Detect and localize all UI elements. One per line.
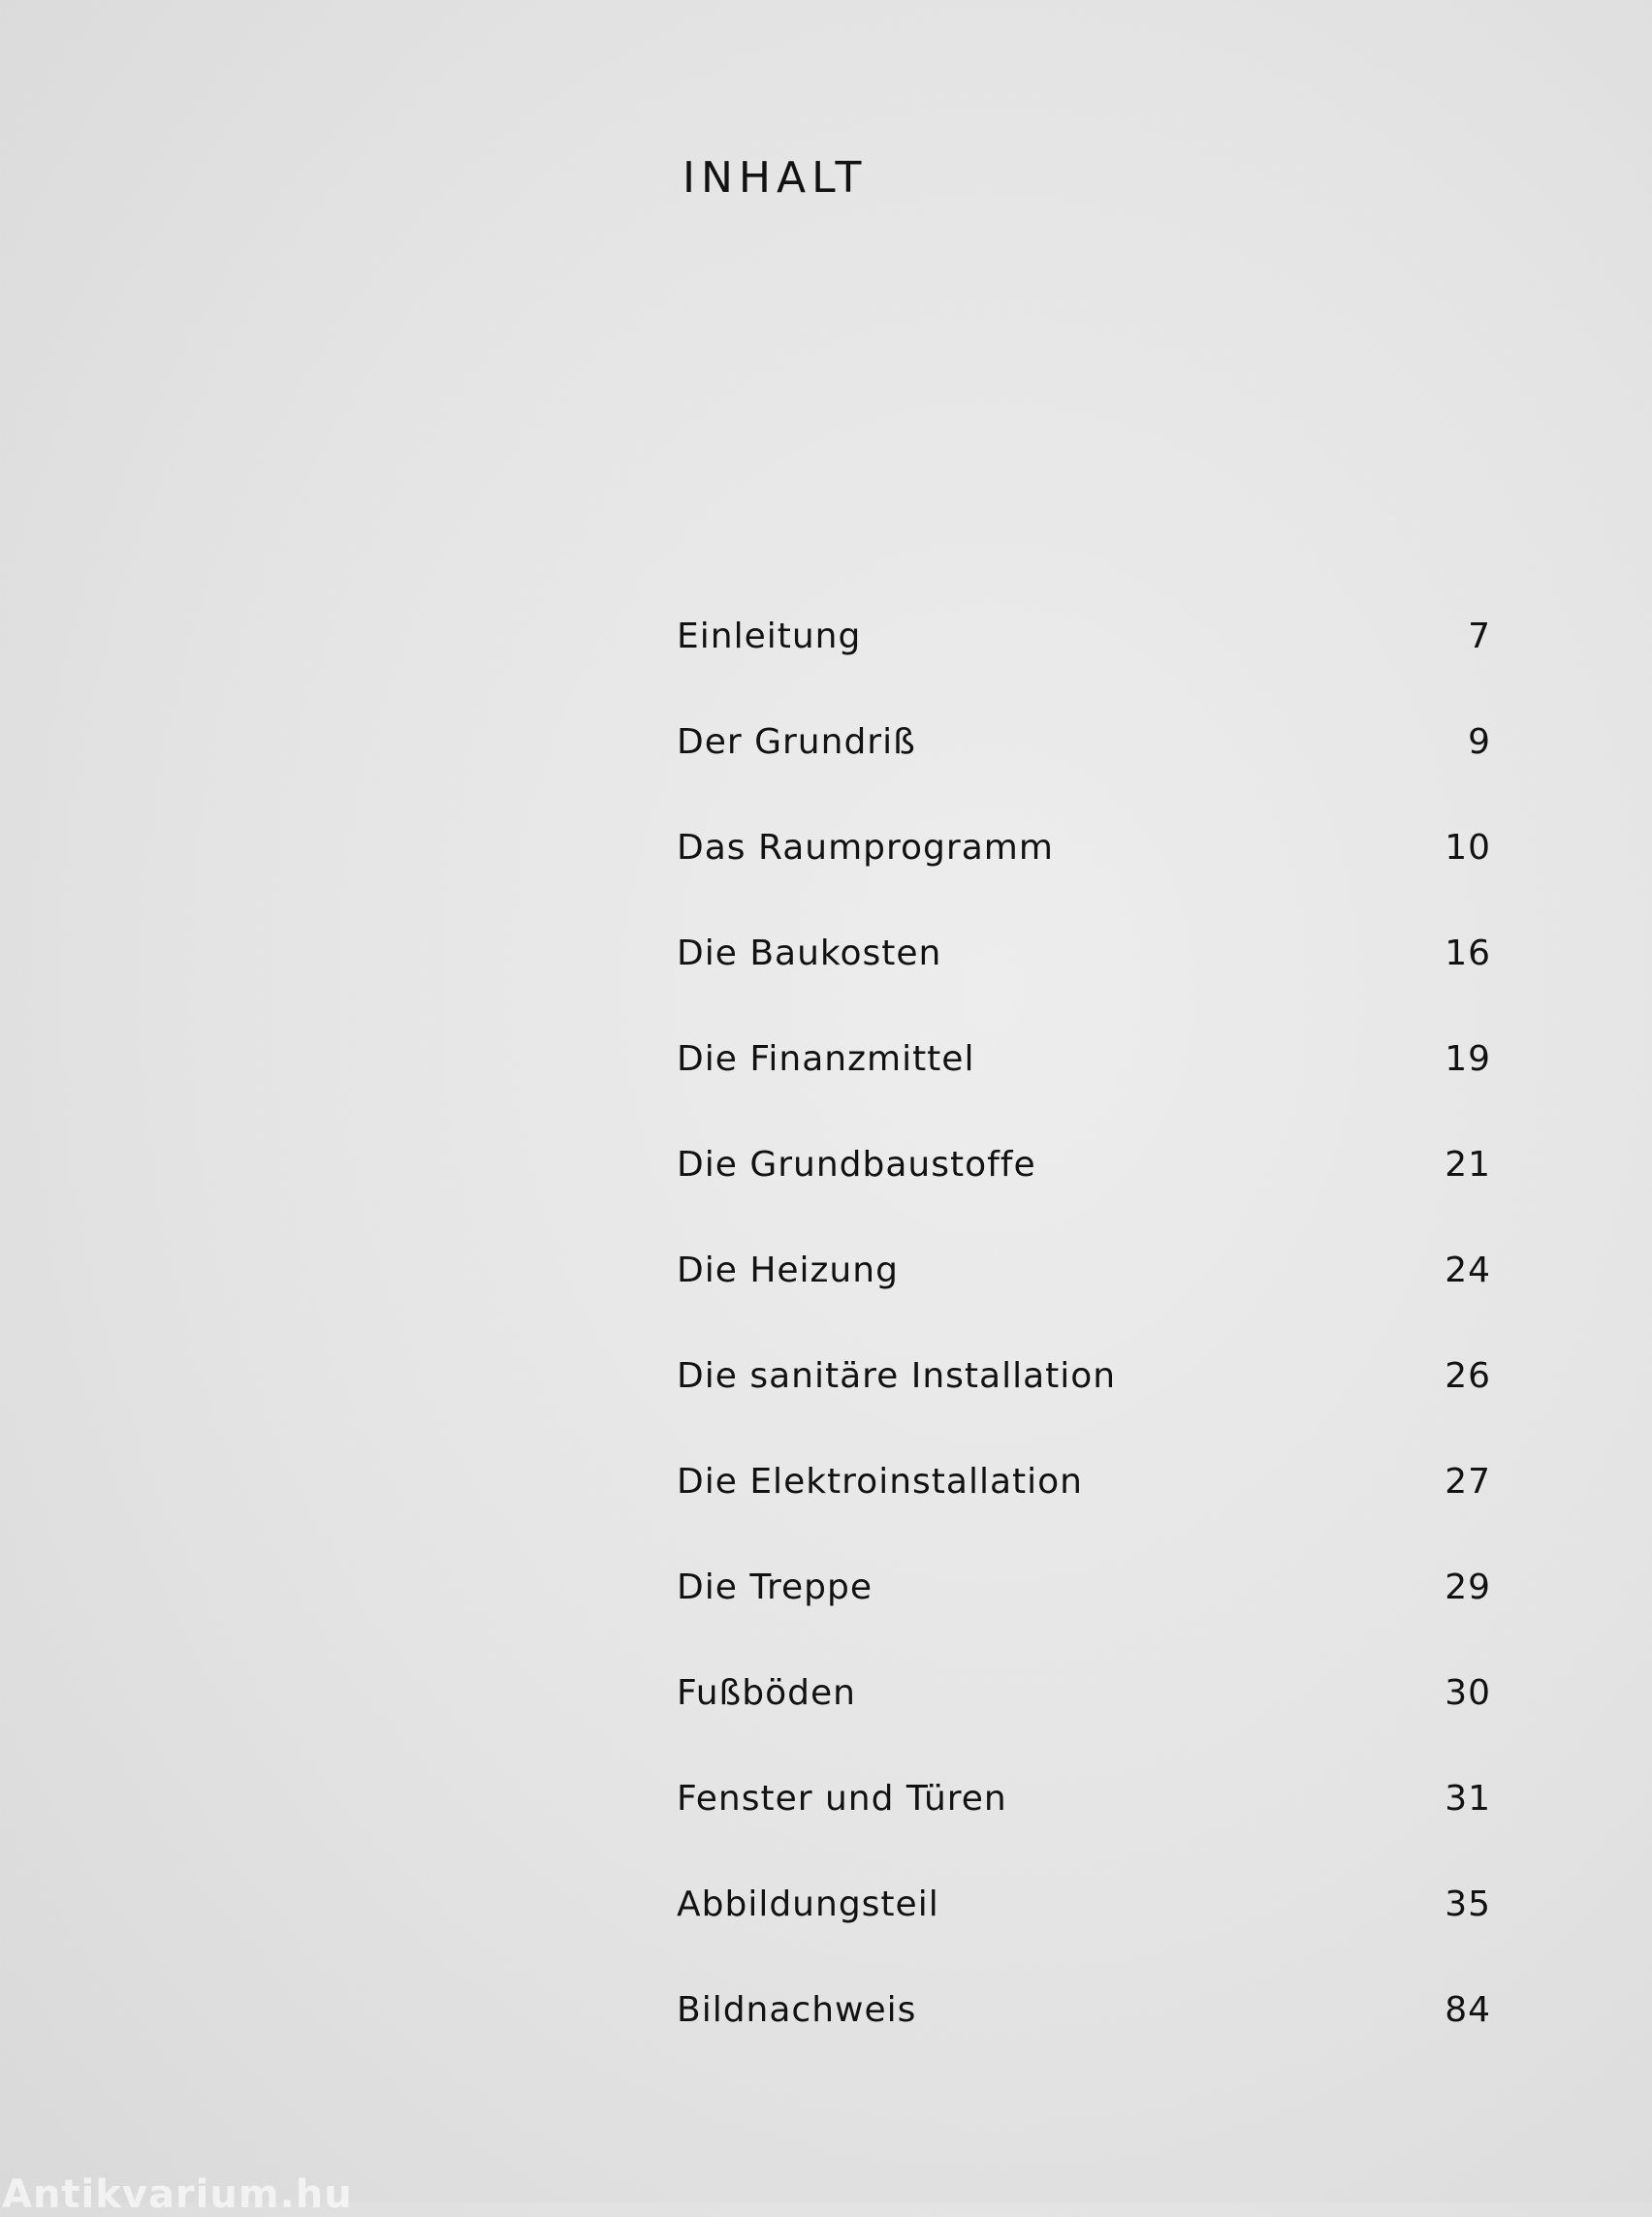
toc-entry-label: Bildnachweis — [677, 1990, 917, 2030]
toc-entry-label: Fenster und Türen — [677, 1779, 1007, 1819]
toc-entry — [677, 934, 1491, 1039]
toc-entry — [677, 1779, 1491, 1884]
toc-entry — [677, 1990, 1491, 2096]
toc-page-number: 10 — [1445, 828, 1491, 868]
toc-entry-label: Abbildungsteil — [677, 1884, 939, 1924]
toc-page-number: 27 — [1445, 1462, 1491, 1502]
toc-title: INHALT — [683, 153, 868, 203]
toc-entry — [677, 1568, 1491, 1673]
toc-page-number: 7 — [1468, 617, 1491, 656]
toc-entry — [677, 1251, 1491, 1356]
toc-entry — [677, 1673, 1491, 1779]
toc-entry — [677, 1039, 1491, 1145]
toc-entry-label: Der Grundriß — [677, 722, 916, 762]
toc-entry-label: Die Elektroinstallation — [677, 1462, 1083, 1502]
toc-page-number: 31 — [1445, 1779, 1491, 1819]
toc-entry-label: Fußböden — [677, 1673, 856, 1713]
toc-entry-label: Die Treppe — [677, 1568, 874, 1607]
toc-entry-label: Die sanitäre Installation — [677, 1356, 1117, 1396]
toc-page-number: 29 — [1445, 1568, 1491, 1607]
toc-entry-label: Einleitung — [677, 617, 862, 656]
watermark: Antikvarium.hu — [2, 2172, 353, 2217]
toc-entry-label: Die Grundbaustoffe — [677, 1145, 1036, 1185]
toc-entry — [677, 1462, 1491, 1568]
toc-page-number: 26 — [1445, 1356, 1491, 1396]
toc-entry — [677, 1145, 1491, 1251]
toc-entry — [677, 1356, 1491, 1462]
toc-entry-label: Die Finanzmittel — [677, 1039, 975, 1079]
toc-page-number: 84 — [1445, 1990, 1491, 2030]
toc-entry — [677, 828, 1491, 934]
toc-page-number: 21 — [1445, 1145, 1491, 1185]
table-of-contents — [677, 617, 1491, 2096]
toc-entry-label: Die Heizung — [677, 1251, 899, 1290]
toc-page-number: 19 — [1445, 1039, 1491, 1079]
toc-page-number: 35 — [1445, 1884, 1491, 1924]
toc-page-number: 16 — [1445, 934, 1491, 973]
toc-page-number: 30 — [1445, 1673, 1491, 1713]
toc-entry — [677, 617, 1491, 722]
toc-entry — [677, 722, 1491, 828]
toc-entry-label: Das Raumprogramm — [677, 828, 1054, 868]
toc-page-number: 24 — [1445, 1251, 1491, 1290]
toc-entry — [677, 1884, 1491, 1990]
toc-entry-label: Die Baukosten — [677, 934, 942, 973]
toc-page-number: 9 — [1468, 722, 1491, 762]
